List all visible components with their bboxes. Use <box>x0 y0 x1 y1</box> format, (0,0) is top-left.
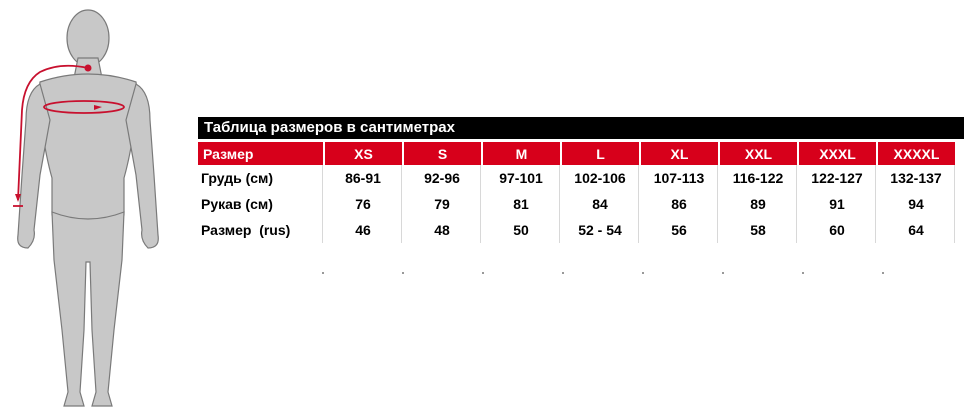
table-cell: 50 <box>483 217 560 243</box>
table-cell: 76 <box>325 191 402 217</box>
table-cell: 132-137 <box>878 165 955 191</box>
table-cell: 102-106 <box>562 165 639 191</box>
table-cell: 79 <box>404 191 481 217</box>
size-header-label: Размер <box>198 142 323 165</box>
table-cell: 81 <box>483 191 560 217</box>
size-header-s: S <box>404 142 481 165</box>
table-cell: 89 <box>720 191 797 217</box>
table-cell: 58 <box>720 217 797 243</box>
table-cell: 97-101 <box>483 165 560 191</box>
table-cell: 92-96 <box>404 165 481 191</box>
row-label-rus-size: Размер (rus) <box>198 217 323 243</box>
row-label-sleeve: Рукав (см) <box>198 191 323 217</box>
table-cell: 60 <box>799 217 876 243</box>
table-cell: 56 <box>641 217 718 243</box>
table-cell: 52 - 54 <box>562 217 639 243</box>
table-cell: 122-127 <box>799 165 876 191</box>
table-cell: 46 <box>325 217 402 243</box>
size-header-xxl: XXL <box>720 142 797 165</box>
table-cell: 48 <box>404 217 481 243</box>
human-silhouette-icon <box>0 0 190 416</box>
size-header-xxxl: XXXL <box>799 142 876 165</box>
table-cell: 64 <box>878 217 955 243</box>
table-cell: 91 <box>799 191 876 217</box>
table-row <box>198 165 955 191</box>
size-header-row <box>198 142 955 165</box>
table-row <box>198 191 955 217</box>
table-cell: 94 <box>878 191 955 217</box>
table-cell: 86 <box>641 191 718 217</box>
table-cell: 86-91 <box>325 165 402 191</box>
table-cell: 107-113 <box>641 165 718 191</box>
divider-dots <box>322 272 962 274</box>
size-header-xxxxl: XXXXL <box>878 142 955 165</box>
size-table <box>198 117 964 243</box>
measure-point-icon <box>85 65 92 72</box>
table-cell: 116-122 <box>720 165 797 191</box>
size-header-m: M <box>483 142 560 165</box>
size-header-l: L <box>562 142 639 165</box>
table-row <box>198 217 955 243</box>
table-cell: 84 <box>562 191 639 217</box>
table-title: Таблица размеров в сантиметрах <box>198 117 964 139</box>
size-header-xl: XL <box>641 142 718 165</box>
row-label-chest: Грудь (см) <box>198 165 323 191</box>
size-header-xs: XS <box>325 142 402 165</box>
